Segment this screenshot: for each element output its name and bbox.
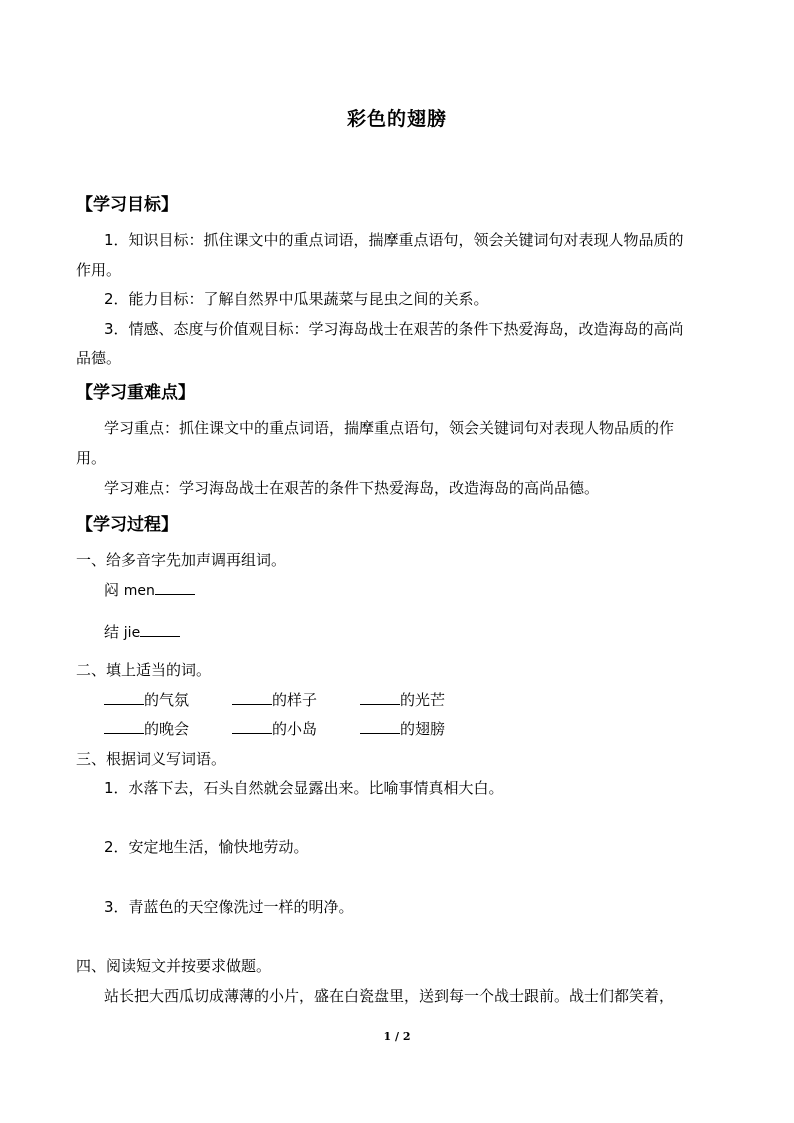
fill-item <box>104 690 189 710</box>
key-point-line-3: 学习难点：学习海岛战士在艰苦的条件下热爱海岛，改造海岛的高尚品德。 <box>104 479 600 497</box>
fill-word: 的晚会 <box>144 720 190 738</box>
objective-line-4: 3．情感、态度与价值观目标：学习海岛战士在艰苦的条件下热爱海岛，改造海岛的高尚 <box>104 320 684 338</box>
key-point-line-1: 学习重点：抓住课文中的重点词语，揣摩重点语句，领会关键词句对表现人物品质的作 <box>104 419 675 437</box>
page-number: 1 / 2 <box>383 1030 411 1043</box>
objective-line-3: 2．能力目标：了解自然界中瓜果蔬菜与昆虫之间的关系。 <box>104 290 489 308</box>
answer-blank <box>232 719 272 734</box>
page-title: 彩色的翅膀 <box>346 108 447 130</box>
answer-blank <box>104 719 144 734</box>
fill-word: 的翅膀 <box>400 720 446 738</box>
answer-blank <box>140 622 180 637</box>
fill-word: 的小岛 <box>272 720 318 738</box>
answer-blank <box>360 690 400 705</box>
polyphone-char: 闷 <box>104 581 120 599</box>
definition-item-2: 2．安定地生活，愉快地劳动。 <box>104 838 309 856</box>
fill-item <box>232 719 317 739</box>
question-2-title: 二、填上适当的词。 <box>76 661 212 679</box>
polyphone-pinyin: jie <box>123 625 141 641</box>
objective-line-2: 作用。 <box>76 261 122 279</box>
polyphone-item-1 <box>104 580 195 601</box>
objectives-heading: 【学习目标】 <box>76 195 178 215</box>
definition-item-3: 3．青蓝色的天空像洗过一样的明净。 <box>104 898 354 916</box>
key-points-heading: 【学习重难点】 <box>76 383 195 403</box>
polyphone-pinyin: men <box>123 583 155 599</box>
question-4-title: 四、阅读短文并按要求做题。 <box>76 957 272 975</box>
fill-word: 的样子 <box>272 691 318 709</box>
fill-item <box>232 690 317 710</box>
objective-line-1: 1．知识目标：抓住课文中的重点词语，揣摩重点语句，领会关键词句对表现人物品质的 <box>104 231 684 249</box>
answer-blank <box>360 719 400 734</box>
answer-blank <box>104 690 144 705</box>
answer-blank <box>155 580 195 595</box>
fill-item <box>104 719 189 739</box>
polyphone-item-2 <box>104 622 180 643</box>
fill-word: 的光芒 <box>400 691 446 709</box>
polyphone-char: 结 <box>104 623 120 641</box>
fill-word: 的气氛 <box>144 691 190 709</box>
answer-blank <box>232 690 272 705</box>
definition-item-1: 1．水落下去，石头自然就会显露出来。比喻事情真相大白。 <box>104 779 504 797</box>
reading-passage: 站长把大西瓜切成薄薄的小片，盛在白瓷盘里，送到每一个战士跟前。战士们都笑着， <box>104 987 675 1005</box>
key-point-line-2: 用。 <box>76 449 107 467</box>
question-3-title: 三、根据词义写词语。 <box>76 750 227 768</box>
question-1-title: 一、给多音字先加声调再组词。 <box>76 551 287 569</box>
objective-line-5: 品德。 <box>76 349 122 367</box>
fill-item <box>360 690 445 710</box>
fill-item <box>360 719 445 739</box>
process-heading: 【学习过程】 <box>76 515 178 535</box>
